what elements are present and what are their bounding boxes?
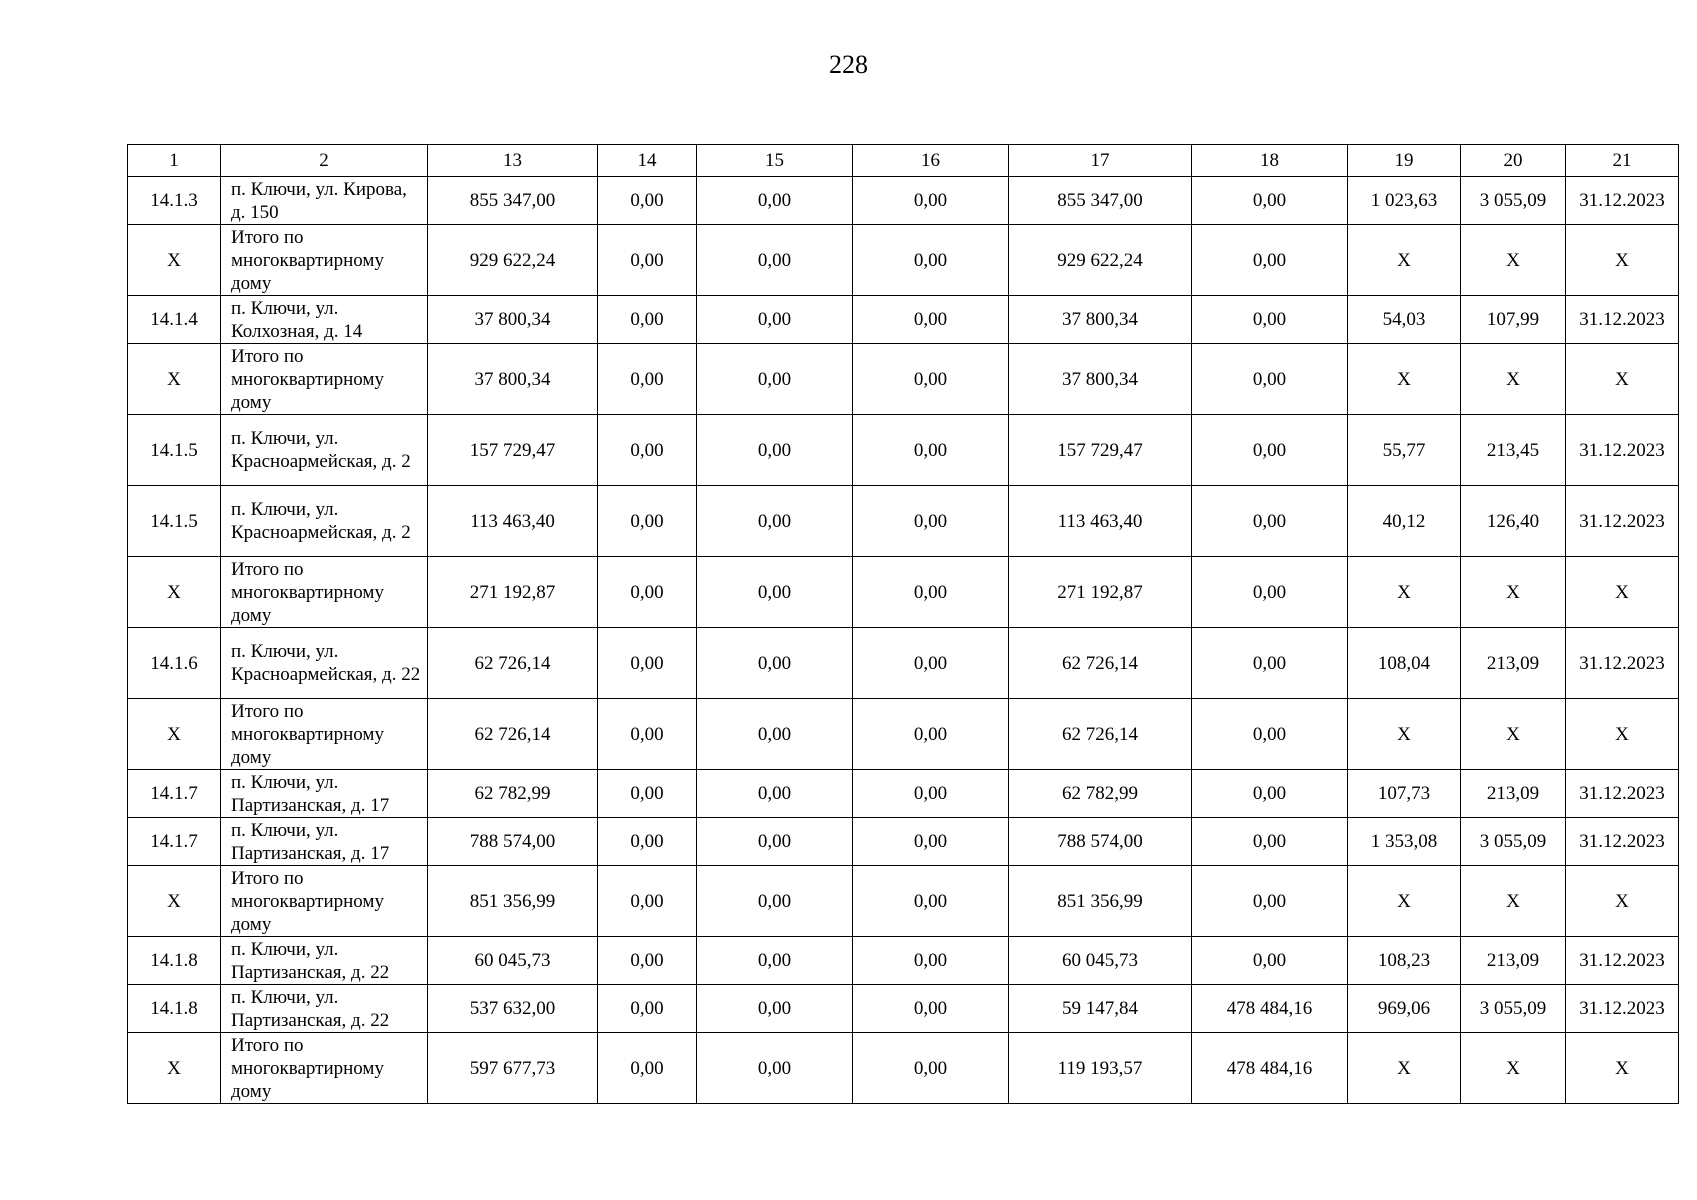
table-cell: 0,00 <box>598 486 697 557</box>
address-cell: п. Ключи, ул. Красноармейская, д. 2 <box>221 415 428 486</box>
table-cell: 3 055,09 <box>1461 985 1566 1033</box>
table-cell: 0,00 <box>853 344 1009 415</box>
column-header: 16 <box>853 145 1009 177</box>
table-cell: 0,00 <box>853 818 1009 866</box>
column-header: 20 <box>1461 145 1566 177</box>
address-cell: п. Ключи, ул. Колхозная, д. 14 <box>221 296 428 344</box>
table-cell: X <box>1566 866 1679 937</box>
table-cell: 0,00 <box>598 818 697 866</box>
data-table <box>127 144 1679 1104</box>
table-cell: 0,00 <box>598 225 697 296</box>
table-cell: 0,00 <box>697 866 853 937</box>
table-cell: 0,00 <box>598 177 697 225</box>
table-cell: 929 622,24 <box>1009 225 1192 296</box>
table-cell: 0,00 <box>697 225 853 296</box>
table-cell: 0,00 <box>1192 628 1348 699</box>
table-cell: 31.12.2023 <box>1566 818 1679 866</box>
table-cell: 0,00 <box>598 985 697 1033</box>
table-cell: 31.12.2023 <box>1566 177 1679 225</box>
table-cell: 0,00 <box>853 177 1009 225</box>
table-cell: 60 045,73 <box>1009 937 1192 985</box>
table-cell: 0,00 <box>1192 770 1348 818</box>
table-cell: 0,00 <box>697 557 853 628</box>
table-cell: 0,00 <box>853 296 1009 344</box>
table-cell: 788 574,00 <box>428 818 598 866</box>
table-cell: 14.1.7 <box>128 770 221 818</box>
table-cell: X <box>1348 344 1461 415</box>
table-cell: 108,04 <box>1348 628 1461 699</box>
table-cell: 55,77 <box>1348 415 1461 486</box>
table-cell: 62 726,14 <box>1009 699 1192 770</box>
table-cell: 107,73 <box>1348 770 1461 818</box>
table-cell: 0,00 <box>1192 699 1348 770</box>
table-cell: 62 782,99 <box>428 770 598 818</box>
table-cell: X <box>1566 225 1679 296</box>
address-cell: п. Ключи, ул. Партизанская, д. 22 <box>221 985 428 1033</box>
column-header: 2 <box>221 145 428 177</box>
table-cell: 0,00 <box>697 177 853 225</box>
address-cell: Итого по многоквартирному дому <box>221 699 428 770</box>
table-cell: 113 463,40 <box>1009 486 1192 557</box>
table-cell: 0,00 <box>853 1033 1009 1104</box>
table-row <box>128 177 1679 225</box>
table-cell: X <box>1348 557 1461 628</box>
table-cell: 0,00 <box>853 770 1009 818</box>
address-cell: п. Ключи, ул. Красноармейская, д. 2 <box>221 486 428 557</box>
column-header: 14 <box>598 145 697 177</box>
address-cell: Итого по многоквартирному дому <box>221 225 428 296</box>
address-cell: Итого по многоквартирному дому <box>221 1033 428 1104</box>
table-cell: 59 147,84 <box>1009 985 1192 1033</box>
table-cell: X <box>1461 225 1566 296</box>
table-cell: 0,00 <box>697 937 853 985</box>
table-cell: 14.1.7 <box>128 818 221 866</box>
table-row <box>128 818 1679 866</box>
table-cell: 119 193,57 <box>1009 1033 1192 1104</box>
table-row <box>128 699 1679 770</box>
table-cell: X <box>1566 344 1679 415</box>
table-cell: 0,00 <box>853 699 1009 770</box>
page-number: 228 <box>829 50 868 79</box>
table-cell: X <box>1348 699 1461 770</box>
table-cell: 0,00 <box>697 985 853 1033</box>
table-cell: 107,99 <box>1461 296 1566 344</box>
table-cell: 271 192,87 <box>1009 557 1192 628</box>
table-cell: 0,00 <box>697 770 853 818</box>
table-cell: X <box>128 225 221 296</box>
address-cell: Итого по многоквартирному дому <box>221 866 428 937</box>
table-cell: 0,00 <box>697 415 853 486</box>
table-cell: X <box>1461 1033 1566 1104</box>
table-cell: 0,00 <box>853 985 1009 1033</box>
table-cell: 929 622,24 <box>428 225 598 296</box>
table-cell: 157 729,47 <box>1009 415 1192 486</box>
table-row <box>128 628 1679 699</box>
table-cell: 0,00 <box>697 699 853 770</box>
table-cell: 0,00 <box>1192 415 1348 486</box>
table-cell: 108,23 <box>1348 937 1461 985</box>
address-cell: п. Ключи, ул. Партизанская, д. 22 <box>221 937 428 985</box>
table-cell: 0,00 <box>598 628 697 699</box>
column-header: 1 <box>128 145 221 177</box>
table-cell: 14.1.8 <box>128 985 221 1033</box>
table-cell: 14.1.5 <box>128 486 221 557</box>
table-cell: 0,00 <box>1192 557 1348 628</box>
table-cell: X <box>1566 1033 1679 1104</box>
table-cell: 0,00 <box>1192 296 1348 344</box>
table-cell: 0,00 <box>598 866 697 937</box>
table-cell: 40,12 <box>1348 486 1461 557</box>
table-cell: 0,00 <box>1192 486 1348 557</box>
table-cell: 14.1.5 <box>128 415 221 486</box>
table-row <box>128 937 1679 985</box>
table-row <box>128 296 1679 344</box>
table-cell: X <box>1348 1033 1461 1104</box>
table-cell: 0,00 <box>853 557 1009 628</box>
table-cell: 14.1.6 <box>128 628 221 699</box>
table-cell: X <box>1348 225 1461 296</box>
table-cell: 157 729,47 <box>428 415 598 486</box>
table-cell: 0,00 <box>853 937 1009 985</box>
table-cell: 62 782,99 <box>1009 770 1192 818</box>
table-cell: X <box>1566 557 1679 628</box>
table-row <box>128 225 1679 296</box>
table-cell: 213,09 <box>1461 628 1566 699</box>
table-cell: 31.12.2023 <box>1566 770 1679 818</box>
table-cell: 271 192,87 <box>428 557 598 628</box>
table-cell: 1 353,08 <box>1348 818 1461 866</box>
table-cell: 0,00 <box>598 557 697 628</box>
table-cell: 0,00 <box>598 937 697 985</box>
table-cell: 14.1.4 <box>128 296 221 344</box>
column-header: 21 <box>1566 145 1679 177</box>
table-cell: 478 484,16 <box>1192 1033 1348 1104</box>
table-cell: 213,09 <box>1461 770 1566 818</box>
table-cell: 14.1.3 <box>128 177 221 225</box>
table-cell: X <box>1461 866 1566 937</box>
table-cell: 1 023,63 <box>1348 177 1461 225</box>
table-cell: 0,00 <box>853 628 1009 699</box>
table-cell: 31.12.2023 <box>1566 937 1679 985</box>
table-row <box>128 344 1679 415</box>
table-cell: 855 347,00 <box>1009 177 1192 225</box>
table-cell: 3 055,09 <box>1461 818 1566 866</box>
table-cell: 851 356,99 <box>1009 866 1192 937</box>
table-cell: 0,00 <box>598 1033 697 1104</box>
table-cell: 60 045,73 <box>428 937 598 985</box>
table-cell: 3 055,09 <box>1461 177 1566 225</box>
table-cell: X <box>128 344 221 415</box>
table-cell: 969,06 <box>1348 985 1461 1033</box>
table-cell: 31.12.2023 <box>1566 628 1679 699</box>
table-cell: 213,09 <box>1461 937 1566 985</box>
table-cell: 0,00 <box>1192 177 1348 225</box>
table-cell: 0,00 <box>598 770 697 818</box>
table-cell: 62 726,14 <box>428 699 598 770</box>
table-cell: 0,00 <box>853 415 1009 486</box>
header-row <box>128 145 1679 177</box>
table-row <box>128 415 1679 486</box>
table-cell: X <box>1348 866 1461 937</box>
address-cell: п. Ключи, ул. Партизанская, д. 17 <box>221 818 428 866</box>
table-cell: 851 356,99 <box>428 866 598 937</box>
table-cell: 0,00 <box>1192 225 1348 296</box>
table-cell: 213,45 <box>1461 415 1566 486</box>
table-cell: 62 726,14 <box>1009 628 1192 699</box>
table-cell: 0,00 <box>1192 866 1348 937</box>
table-cell: X <box>128 557 221 628</box>
table-cell: 0,00 <box>697 628 853 699</box>
table-cell: 0,00 <box>1192 344 1348 415</box>
table-row <box>128 985 1679 1033</box>
address-cell: Итого по многоквартирному дому <box>221 557 428 628</box>
table-row <box>128 557 1679 628</box>
table-cell: 0,00 <box>697 1033 853 1104</box>
table-cell: X <box>1461 699 1566 770</box>
table-cell: 62 726,14 <box>428 628 598 699</box>
table-cell: 0,00 <box>853 866 1009 937</box>
table-row <box>128 866 1679 937</box>
table-cell: 0,00 <box>697 296 853 344</box>
table-row <box>128 770 1679 818</box>
table-cell: 113 463,40 <box>428 486 598 557</box>
table-cell: X <box>128 866 221 937</box>
table-cell: 31.12.2023 <box>1566 985 1679 1033</box>
table-cell: 31.12.2023 <box>1566 486 1679 557</box>
table-cell: 37 800,34 <box>428 344 598 415</box>
table-cell: 37 800,34 <box>428 296 598 344</box>
table-cell: 0,00 <box>853 225 1009 296</box>
table-cell: 0,00 <box>598 344 697 415</box>
table-cell: X <box>128 699 221 770</box>
address-cell: п. Ключи, ул. Кирова, д. 150 <box>221 177 428 225</box>
table-cell: 37 800,34 <box>1009 344 1192 415</box>
column-header: 17 <box>1009 145 1192 177</box>
table-cell: 0,00 <box>598 296 697 344</box>
address-cell: п. Ключи, ул. Партизанская, д. 17 <box>221 770 428 818</box>
address-cell: Итого по многоквартирному дому <box>221 344 428 415</box>
table-row <box>128 486 1679 557</box>
address-cell: п. Ключи, ул. Красноармейская, д. 22 <box>221 628 428 699</box>
table-cell: X <box>1461 344 1566 415</box>
column-header: 19 <box>1348 145 1461 177</box>
table-cell: 0,00 <box>853 486 1009 557</box>
table-row <box>128 1033 1679 1104</box>
table-cell: 0,00 <box>1192 818 1348 866</box>
column-header: 15 <box>697 145 853 177</box>
table-cell: 597 677,73 <box>428 1033 598 1104</box>
column-header: 18 <box>1192 145 1348 177</box>
table-cell: 31.12.2023 <box>1566 296 1679 344</box>
table-cell: 14.1.8 <box>128 937 221 985</box>
table-cell: X <box>1566 699 1679 770</box>
table-cell: 0,00 <box>697 486 853 557</box>
table-cell: 0,00 <box>697 344 853 415</box>
table-cell: 537 632,00 <box>428 985 598 1033</box>
table-cell: 31.12.2023 <box>1566 415 1679 486</box>
table-cell: 478 484,16 <box>1192 985 1348 1033</box>
table-cell: 788 574,00 <box>1009 818 1192 866</box>
table-cell: 54,03 <box>1348 296 1461 344</box>
table-cell: 0,00 <box>1192 937 1348 985</box>
column-header: 13 <box>428 145 598 177</box>
table-cell: 0,00 <box>598 415 697 486</box>
table-cell: 37 800,34 <box>1009 296 1192 344</box>
table-cell: 855 347,00 <box>428 177 598 225</box>
table-cell: 0,00 <box>697 818 853 866</box>
table-cell: X <box>1461 557 1566 628</box>
table-cell: 0,00 <box>598 699 697 770</box>
table-cell: 126,40 <box>1461 486 1566 557</box>
table-cell: X <box>128 1033 221 1104</box>
